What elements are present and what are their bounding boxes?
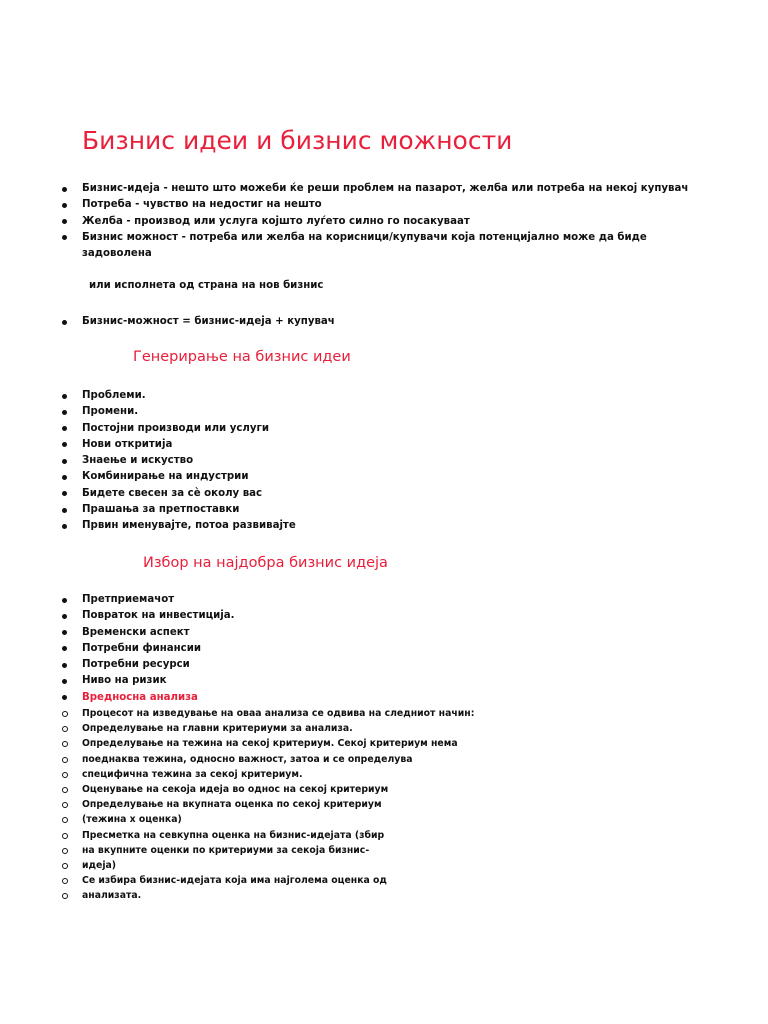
definitions-list — [0, 181, 768, 262]
generating-list — [0, 388, 768, 535]
list-item: Временски аспект — [82, 626, 190, 638]
list-item: Нови откритија — [82, 438, 173, 450]
paragraph-text: или исполнета од страна на нов бизнис — [89, 280, 324, 291]
sub-list-item: Определување на тежина на секој критериум. Секој критериум нема — [82, 738, 458, 750]
list-item: Бизнис можност - потреба или желба на корисници/купувачи која потенцијално може да биде — [82, 231, 647, 243]
sub-list-item: идеја) — [82, 860, 117, 872]
list-item: Бизнис-можност = бизнис-идеја + купувач — [82, 316, 335, 327]
sub-list-item: Пресметка на севкупна оценка на бизнис-идејата (збир — [82, 829, 385, 841]
list-item: Бизнис-идеја - нешто што можеби ќе реши проблем на пазарот, желба или потреба на некој купувач — [82, 183, 689, 194]
section-heading-generating: Генерирање на бизнис идеи — [133, 349, 351, 365]
list-item: Промени. — [82, 406, 139, 418]
list-item: Потребни финансии — [82, 642, 201, 654]
value-analysis-list — [0, 706, 768, 904]
list-item: Знаење и искуство — [82, 455, 194, 467]
list-item: Желба - производ или услуга којшто луѓето силно го посакуваат — [82, 215, 470, 227]
sub-list-item: Определување на главни критериуми за анализа. — [82, 723, 353, 735]
list-item: Комбинирање на индустрии — [82, 471, 249, 483]
sub-list-item: Се избира бизнис-идејата која има најголема оценка од — [82, 875, 387, 887]
list-item: Проблеми. — [82, 390, 146, 401]
selection-list — [0, 592, 768, 706]
sub-list-item: Процесот на изведување на оваа анализа се одвива на следниот начин: — [82, 708, 475, 719]
sub-list-item: Оценување на секоја идеја во однос на секој критериум — [82, 784, 389, 796]
list-item: Прашања за претпоставки — [82, 504, 240, 516]
sub-list-item: поеднаква тежина, односно важност, затоа и се определува — [82, 753, 413, 765]
list-item: Постојни производи или услуги — [82, 422, 269, 434]
page-title: Бизнис идеи и бизнис можности — [82, 126, 513, 155]
list-item-highlight: Вредносна анализа — [82, 691, 198, 703]
list-item-continuation: задоволена — [82, 248, 152, 260]
list-item: Потреба - чувство на недостиг на нешто — [82, 199, 322, 211]
list-item: Претприемачот — [82, 594, 175, 605]
section-heading-selection: Избор на најдобра бизнис идеја — [143, 555, 388, 571]
formula-list — [0, 314, 768, 330]
list-item: Првин именувајте, потоа развивајте — [82, 520, 296, 532]
sub-list-item: анализата. — [82, 890, 142, 902]
sub-list-item: на вкупните оценки по критериуми за секоја бизнис- — [82, 844, 370, 856]
sub-list-item: специфична тежина за секој критериум. — [82, 768, 303, 780]
sub-list-item: (тежина x оценка) — [82, 814, 182, 826]
list-item: Потребни ресурси — [82, 659, 190, 671]
list-item: Ниво на ризик — [82, 675, 167, 687]
list-item: Бидете свесен за сè околу вас — [82, 487, 263, 499]
list-item: Повраток на инвестиција. — [82, 610, 235, 622]
sub-list-item: Определување на вкупната оценка по секој критериум — [82, 799, 382, 811]
